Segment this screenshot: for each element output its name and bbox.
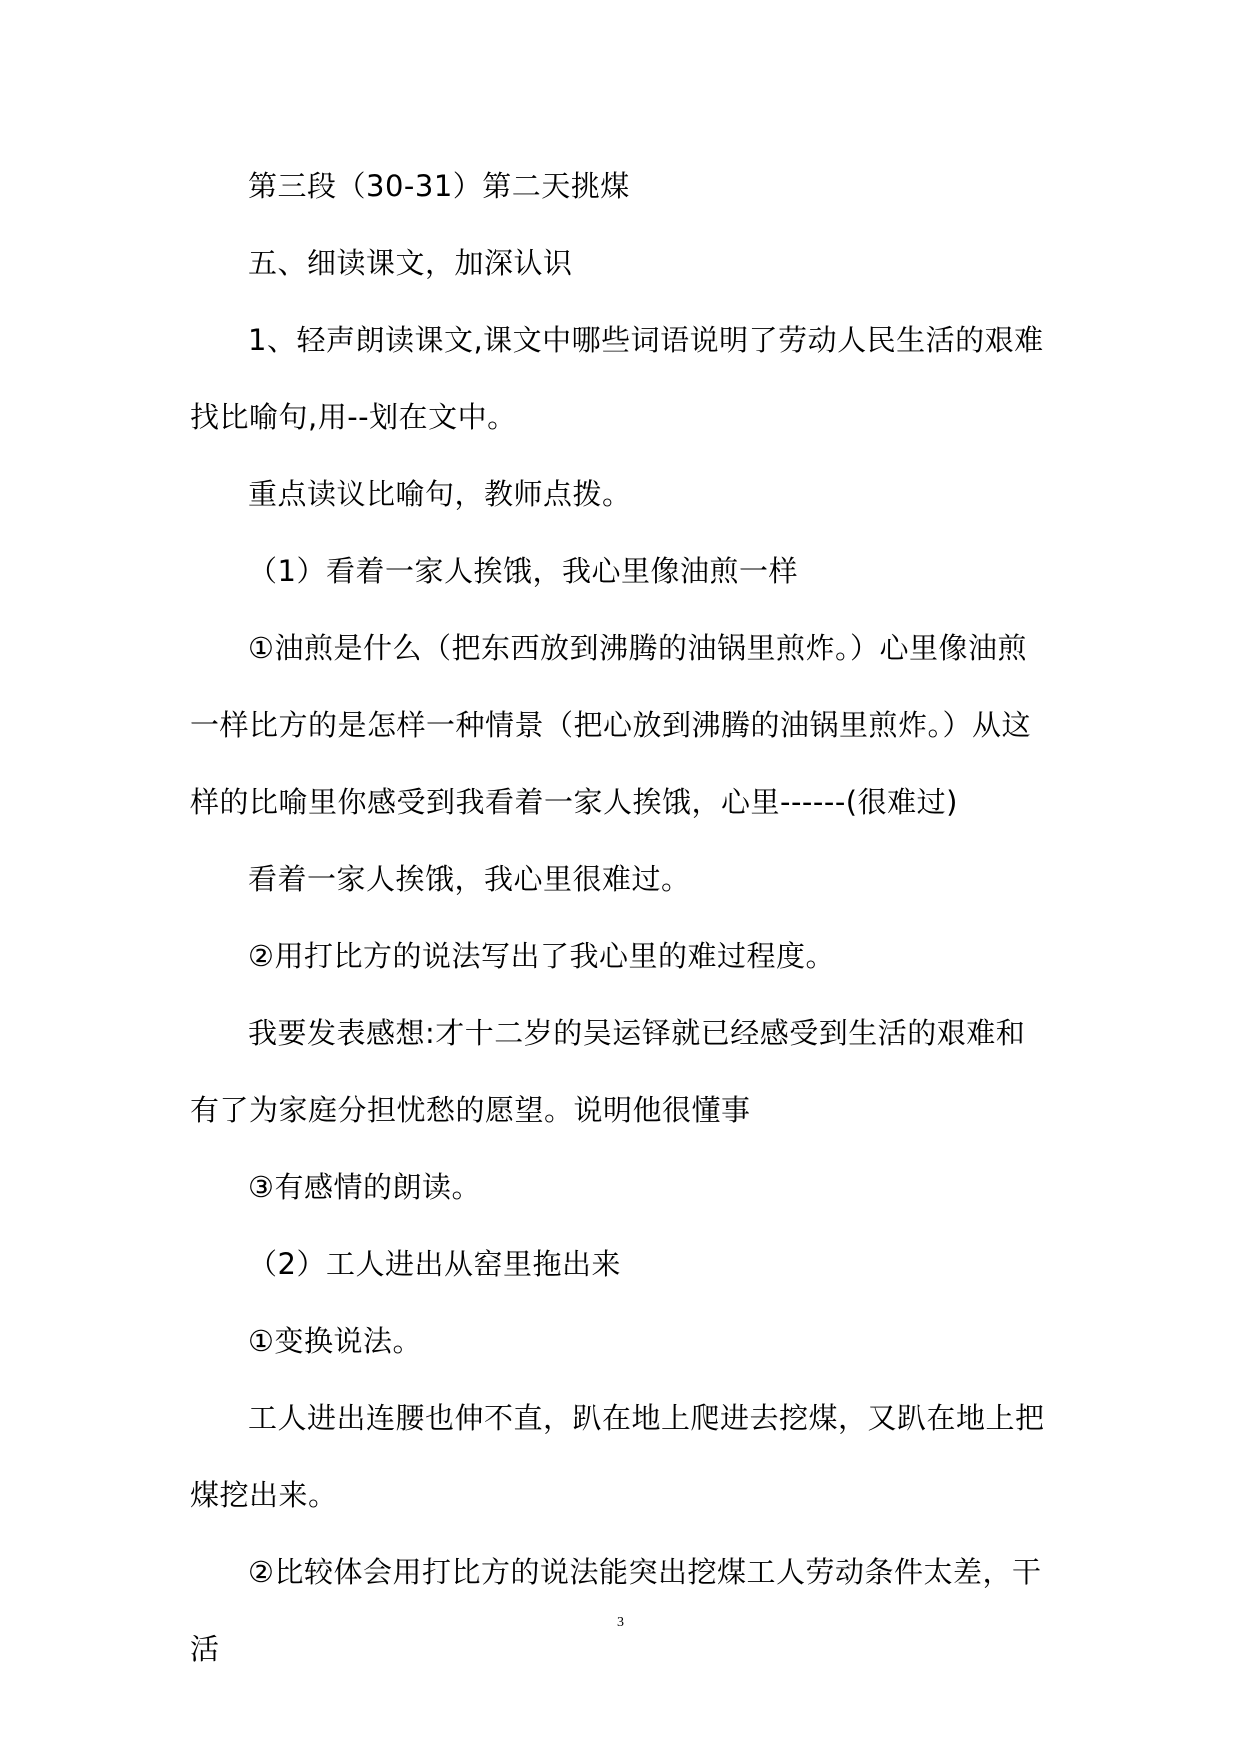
paragraph-rephrase: ①变换说法。 [248,1324,422,1358]
paragraph-sub-1: （1）看着一家人挨饿，我心里像油煎一样 [248,554,798,588]
paragraph-metaphor: ②用打比方的说法写出了我心里的难过程度。 [248,939,835,973]
paragraph-section-three: 第三段（30-31）第二天挑煤 [248,169,630,203]
paragraph-heading-five: 五、细读课文，加深认识 [248,246,573,280]
paragraph-read-aloud: ③有感情的朗读。 [248,1170,481,1204]
paragraph-workers: 工人进出连腰也伸不直，趴在地上爬进去挖煤，又趴在地上把煤挖出来。 [190,1401,1045,1512]
paragraph-thoughts: 我要发表感想:才十二岁的吴运铎就已经感受到生活的艰难和有了为家庭分担忧愁的愿望。说明他很懂事 [190,1016,1026,1127]
paragraph-oil-fry: ①油煎是什么（把东西放到沸腾的油锅里煎炸。）心里像油煎一样比方的是怎样一种情景（把心放到沸腾的油锅里煎炸。）从这样的比喻里你感受到我看着一家人挨饿，心里------(很难过) [190,631,1032,819]
paragraph-key-reading: 重点读议比喻句，教师点拨。 [248,477,632,511]
paragraph-sub-2: （2）工人进出从窑里拖出来 [248,1247,621,1281]
paragraph-compare: ②比较体会用打比方的说法能突出挖煤工人劳动条件太差，干活 [190,1555,1042,1666]
page-number: 3 [617,1615,624,1630]
document-body [190,148,1051,1688]
paragraph-item-1: 1、轻声朗读课文,课文中哪些词语说明了劳动人民生活的艰难找比喻句,用--划在文中。 [190,323,1044,434]
paragraph-sad: 看着一家人挨饿，我心里很难过。 [248,862,691,896]
